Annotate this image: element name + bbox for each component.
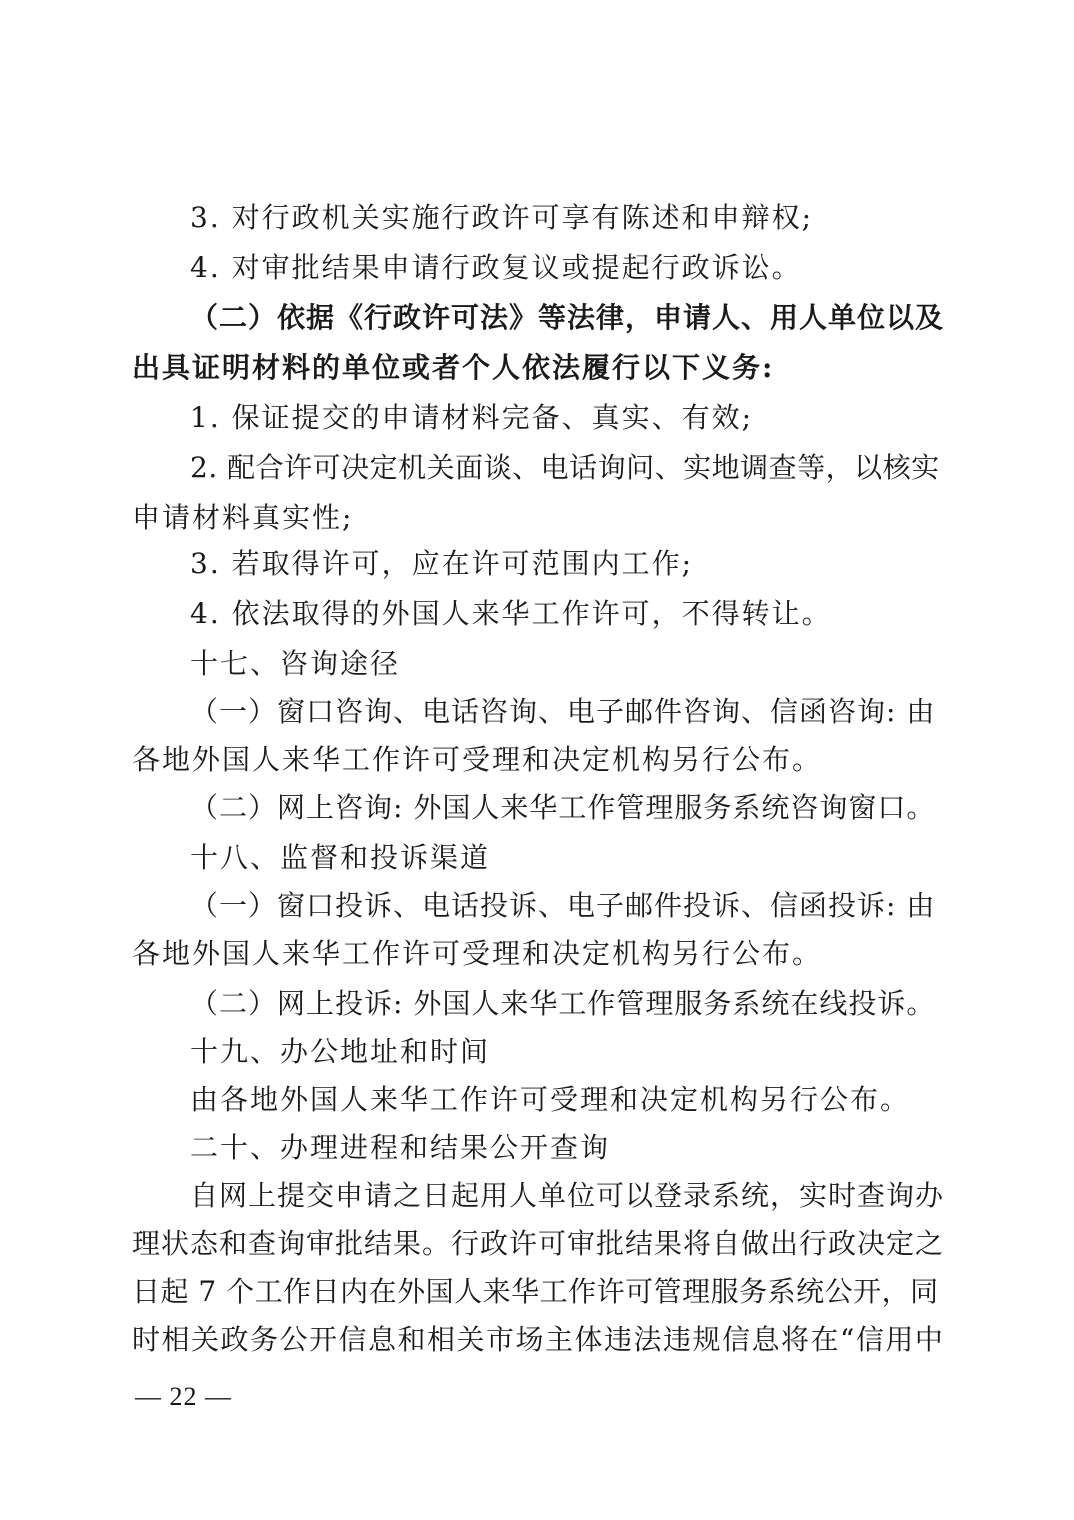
paragraph-line: 2. 配合许可决定机关面谈、电话询问、实地调查等，以核实 (190, 451, 940, 484)
paragraph-line: （二）网上咨询: 外国人来华工作管理服务系统咨询窗口。 (190, 791, 936, 824)
paragraph-line: 各地外国人来华工作许可受理和决定机构另行公布。 (132, 937, 823, 970)
page-number: — 22 — (135, 1382, 232, 1411)
paragraph-line: 各地外国人来华工作许可受理和决定机构另行公布。 (132, 743, 823, 776)
section-heading: 十七、咨询途径 (190, 647, 401, 680)
paragraph-line: 由各地外国人来华工作许可受理和决定机构另行公布。 (190, 1083, 911, 1116)
paragraph-line: （一）窗口投诉、电话投诉、电子邮件投诉、信函投诉: 由 (190, 889, 936, 922)
section-subheading: 出具证明材料的单位或者个人依法履行以下义务: (132, 351, 775, 384)
paragraph-line: 4. 依法取得的外国人来华工作许可，不得转让。 (190, 597, 832, 630)
paragraph-line: 1. 保证提交的申请材料完备、真实、有效; (190, 401, 754, 434)
paragraph-line: 3. 对行政机关实施行政许可享有陈述和申辩权; (190, 201, 814, 234)
paragraph-line: 自网上提交申请之日起用人单位可以登录系统，实时查询办 (190, 1179, 945, 1212)
paragraph-line: （一）窗口咨询、电话咨询、电子邮件咨询、信函咨询: 由 (190, 695, 936, 728)
paragraph-line: 3. 若取得许可，应在许可范围内工作; (190, 547, 694, 580)
paragraph-line: 4. 对审批结果申请行政复议或提起行政诉讼。 (190, 251, 802, 284)
paragraph-line: 申请材料真实性; (132, 501, 354, 534)
paragraph-line: （二）网上投诉: 外国人来华工作管理服务系统在线投诉。 (190, 987, 936, 1020)
section-heading: 十九、办公地址和时间 (190, 1035, 491, 1068)
section-subheading: （二）依据《行政许可法》等法律，申请人、用人单位以及 (190, 301, 945, 334)
paragraph-line: 时相关政务公开信息和相关市场主体违法违规信息将在“信用中 (132, 1323, 945, 1356)
section-heading: 二十、办理进程和结果公开查询 (190, 1131, 611, 1164)
paragraph-line: 日起 7 个工作日内在外国人来华工作许可管理服务系统公开，同 (132, 1275, 939, 1308)
paragraph-line: 理状态和查询审批结果。行政许可审批结果将自做出行政决定之 (132, 1227, 945, 1260)
section-heading: 十八、监督和投诉渠道 (190, 841, 491, 874)
